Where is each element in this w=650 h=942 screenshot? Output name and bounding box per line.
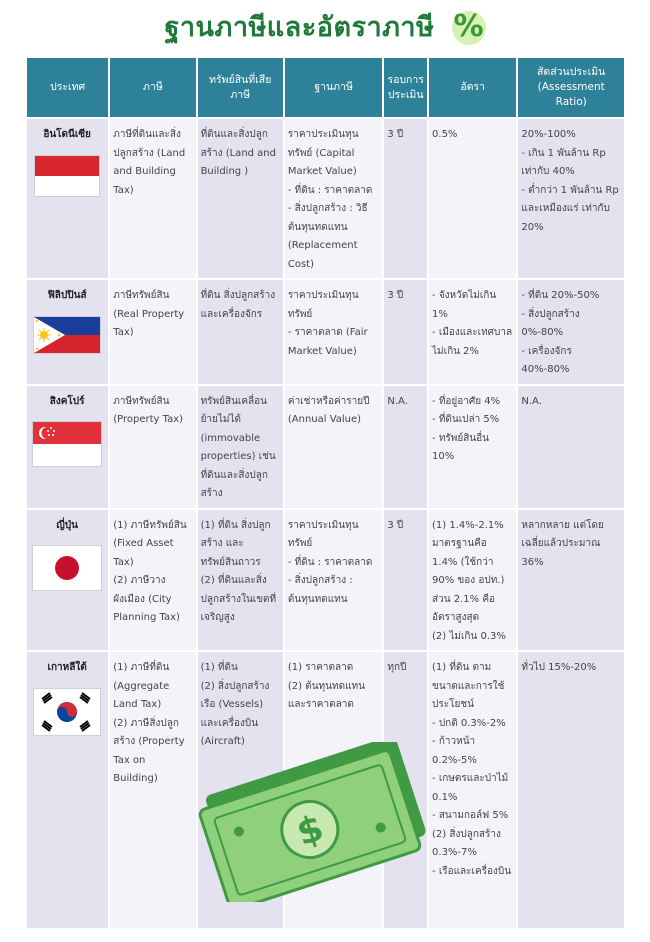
country-cell xyxy=(27,652,108,928)
property-cell: ทรัพย์สินเคลื่อนย้ายไม่ได้ (immovable properties) เช่น ที่ดินและสิ่งปลูกสร้าง xyxy=(198,386,283,508)
country-name: เกาหลีใต้ xyxy=(47,662,87,673)
tax-cell: ภาษีทรัพย์สิน (Real Property Tax) xyxy=(110,280,195,384)
table-row xyxy=(27,280,624,384)
rate-cell: 0.5% xyxy=(429,119,516,278)
tax-cell: (1) ภาษีทรัพย์สิน (Fixed Asset Tax) (2) ภาษีวางผังเมือง (City Planning Tax) xyxy=(110,510,195,651)
indonesia-flag xyxy=(34,155,100,197)
col-header-property: ทรัพย์สินที่เสียภาษี xyxy=(198,58,283,117)
country-name: ญี่ปุ่น xyxy=(56,519,78,531)
property-cell: (1) ที่ดิน (2) สิ่งปลูกสร้าง เรือ (Vessels) และเครื่องบิน (Aircraft) xyxy=(198,652,283,928)
country-cell xyxy=(27,119,108,278)
base-cell: (1) ราคาตลาด (2) ต้นทุนทดแทนและราคาตลาด xyxy=(285,652,383,928)
cycle-cell: 3 ปี xyxy=(384,510,427,651)
table-row xyxy=(27,386,624,508)
base-cell: ราคาประเมินทุนทรัพย์ - ราคาตลาด (Fair Market Value) xyxy=(285,280,383,384)
japan-flag xyxy=(32,545,102,591)
col-header-rate: อัตรา xyxy=(429,58,516,117)
table-row xyxy=(27,119,624,278)
percent-icon xyxy=(452,11,486,45)
rate-cell: - จังหวัดไม่เกิน 1% - เมืองและเทศบาลไม่เกิน 2% xyxy=(429,280,516,384)
cycle-cell: 3 ปี xyxy=(384,280,427,384)
ratio-cell: - ที่ดิน 20%-50% - สิ่งปลูกสร้าง 0%-80% - เครื่องจักร 40%-80% xyxy=(518,280,624,384)
money-bills-graphic xyxy=(190,742,450,902)
philippines-flag-graphic xyxy=(34,317,100,353)
base-cell: ราคาประเมินทุนทรัพย์ (Capital Market Value) - ที่ดิน : ราคาตลาด - สิ่งปลูกสร้าง : วิธีต้นทุนทดแทน (Replacement Cost) xyxy=(285,119,383,278)
cycle-cell: N.A. xyxy=(384,386,427,508)
singapore-flag xyxy=(32,421,102,467)
property-cell: ที่ดิน สิ่งปลูกสร้าง และเครื่องจักร xyxy=(198,280,283,384)
money-bills-icon xyxy=(190,742,450,902)
singapore-flag-graphic xyxy=(33,422,101,466)
country-name: ฟิลิปปินส์ xyxy=(47,290,87,301)
ratio-cell: N.A. xyxy=(518,386,624,508)
property-cell: (1) ที่ดิน สิ่งปลูกสร้าง และทรัพย์สินถาวร (2) ที่ดินและสิ่งปลูกสร้างในเขตที่เจริญสูง xyxy=(198,510,283,651)
col-header-ratio: สัดส่วนประเมิน (Assessment Ratio) xyxy=(518,58,624,117)
table-header-row xyxy=(27,58,624,117)
country-cell xyxy=(27,386,108,508)
korea-flag-graphic xyxy=(34,689,100,735)
tax-cell: (1) ภาษีที่ดิน (Aggregate Land Tax) (2) ภาษีสิ่งปลูกสร้าง (Property Tax on Building) xyxy=(110,652,195,928)
cycle-cell: 3 ปี xyxy=(384,119,427,278)
col-header-cycle: รอบการประเมิน xyxy=(384,58,427,117)
title-bar xyxy=(0,8,650,52)
svg-text:$: $ xyxy=(292,807,329,855)
base-cell: ราคาประเมินทุนทรัพย์ - ที่ดิน : ราคาตลาด - สิ่งปลูกสร้าง : ต้นทุนทดแทน xyxy=(285,510,383,651)
cycle-cell: ทุกปี xyxy=(384,652,427,928)
philippines-flag xyxy=(33,316,101,354)
base-cell: ค่าเช่าหรือค่ารายปี (Annual Value) xyxy=(285,386,383,508)
col-header-tax: ภาษี xyxy=(110,58,195,117)
tax-cell: ภาษีทรัพย์สิน (Property Tax) xyxy=(110,386,195,508)
rate-cell: - ที่อยู่อาศัย 4% - ที่ดินเปล่า 5% - ทรัพย์สินอื่น 10% xyxy=(429,386,516,508)
country-cell xyxy=(27,510,108,651)
rate-cell: (1) ที่ดิน ตามขนาดและการใช้ประโยชน์ - ปกติ 0.3%-2% - ก้าวหน้า 0.2%-5% - เกษตรและป่าไม้ 0.1% - สนามกอล์ฟ 5% (2) สิ่งปลูกสร้าง 0.3%-7% - เรือและเครื่องบิน xyxy=(429,652,516,928)
rate-cell: (1) 1.4%-2.1% มาตรฐานคือ 1.4% (ใช้กว่า 90% ของ อปท.) ส่วน 2.1% คืออัตราสูงสุด (2) ไม่เกิน 0.3% xyxy=(429,510,516,651)
country-cell xyxy=(27,280,108,384)
col-header-country: ประเทศ xyxy=(27,58,108,117)
ratio-cell: ทั่วไป 15%-20% xyxy=(518,652,624,928)
country-name: อินโดนีเซีย xyxy=(43,129,91,140)
ratio-cell: หลากหลาย แต่โดยเฉลี่ยแล้วประมาณ 36% xyxy=(518,510,624,651)
property-cell: ที่ดินและสิ่งปลูกสร้าง (Land and Building ) xyxy=(198,119,283,278)
col-header-base: ฐานภาษี xyxy=(285,58,383,117)
korea-flag xyxy=(33,688,101,736)
page-title: ฐานภาษีและอัตราภาษี xyxy=(164,12,435,43)
table-row xyxy=(27,510,624,651)
ratio-cell: 20%-100% - เกิน 1 พันล้าน Rp เท่ากับ 40% - ต่ำกว่า 1 พันล้าน Rp และเหมืองแร่ เท่ากับ 20% xyxy=(518,119,624,278)
tax-cell: ภาษีที่ดินและสิ่งปลูกสร้าง (Land and Building Tax) xyxy=(110,119,195,278)
percent-symbol: % xyxy=(453,9,484,44)
country-name: สิงคโปร์ xyxy=(49,395,85,407)
